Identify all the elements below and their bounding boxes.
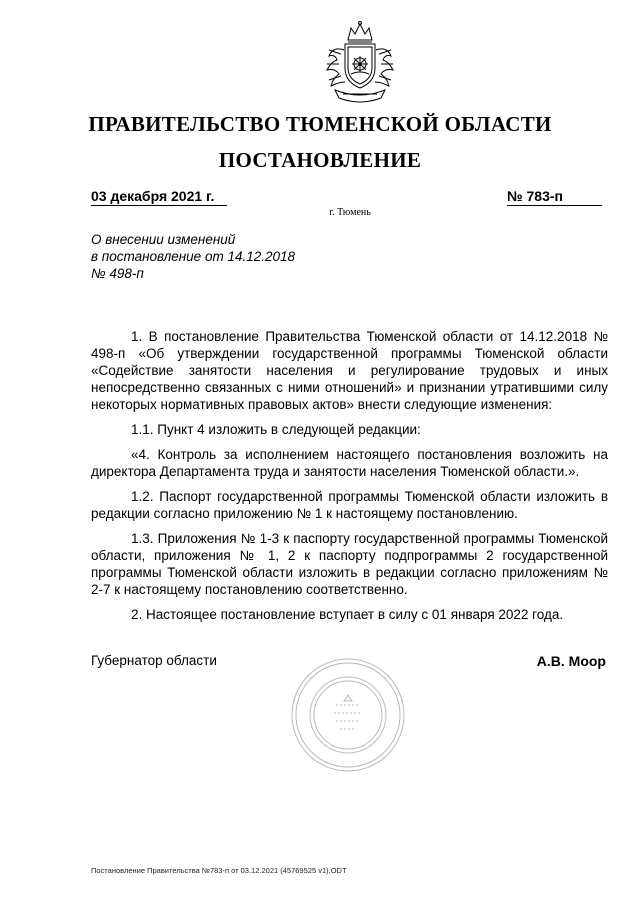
document-date: 03 декабря 2021 г.: [91, 188, 227, 206]
subject-line: № 498-п: [91, 266, 144, 281]
document-subject: [91, 231, 295, 282]
body-paragraph-1-1: 1.1. Пункт 4 изложить в следующей редакции:: [131, 422, 421, 437]
document-city: г. Тюмень: [329, 207, 371, 218]
signatory-position: Губернатор области: [91, 653, 217, 668]
body-paragraph-quote: «4. Контроль за исполнением настоящего постановления возложить на директора Департамента труда и занятости населения Тюменской области.».: [91, 447, 608, 479]
document-number: № 783-п: [507, 188, 602, 206]
body-paragraph-1-2: 1.2. Паспорт государственной программы Тюменской области изложить в редакции согласно приложению № 1 к настоящему постановлению.: [91, 489, 608, 521]
body-paragraph-2: 2. Настоящее постановление вступает в силу с 01 января 2022 года.: [131, 607, 564, 622]
subject-line: О внесении изменений: [91, 232, 236, 247]
signatory-name: А.В. Моор: [536, 653, 606, 669]
document-body: [91, 328, 608, 631]
organization-title: ПРАВИТЕЛЬСТВО ТЮМЕНСКОЙ ОБЛАСТИ: [88, 112, 552, 136]
body-paragraph-1: 1. В постановление Правительства Тюменской области от 14.12.2018 № 498-п «Об утверждении государственной программы Тюменской области «Содействие занятости населения и регулирование трудовых и иных непосредственно связанных с ними отношений» и признании утратившими силу некоторых нормативных правовых актов» внести следующие изменения:: [91, 329, 608, 412]
document-type-title: ПОСТАНОВЛЕНИЕ: [218, 148, 422, 172]
document-footer: Постановление Правительства №783-п от 03.12.2021 (45769525 v1).ODT: [91, 866, 347, 875]
body-paragraph-1-3: 1.3. Приложения № 1-3 к паспорту государственной программы Тюменской области, приложения № 1, 2 к паспорту подпрограммы 2 государственной программы Тюменской области изложить в редакции согласно приложениям № 2-7 к настоящему постановлению соответственно.: [91, 531, 608, 597]
coat-of-arms-icon: [315, 20, 405, 110]
subject-line: в постановление от 14.12.2018: [91, 249, 296, 264]
official-seal-icon: [288, 655, 408, 775]
